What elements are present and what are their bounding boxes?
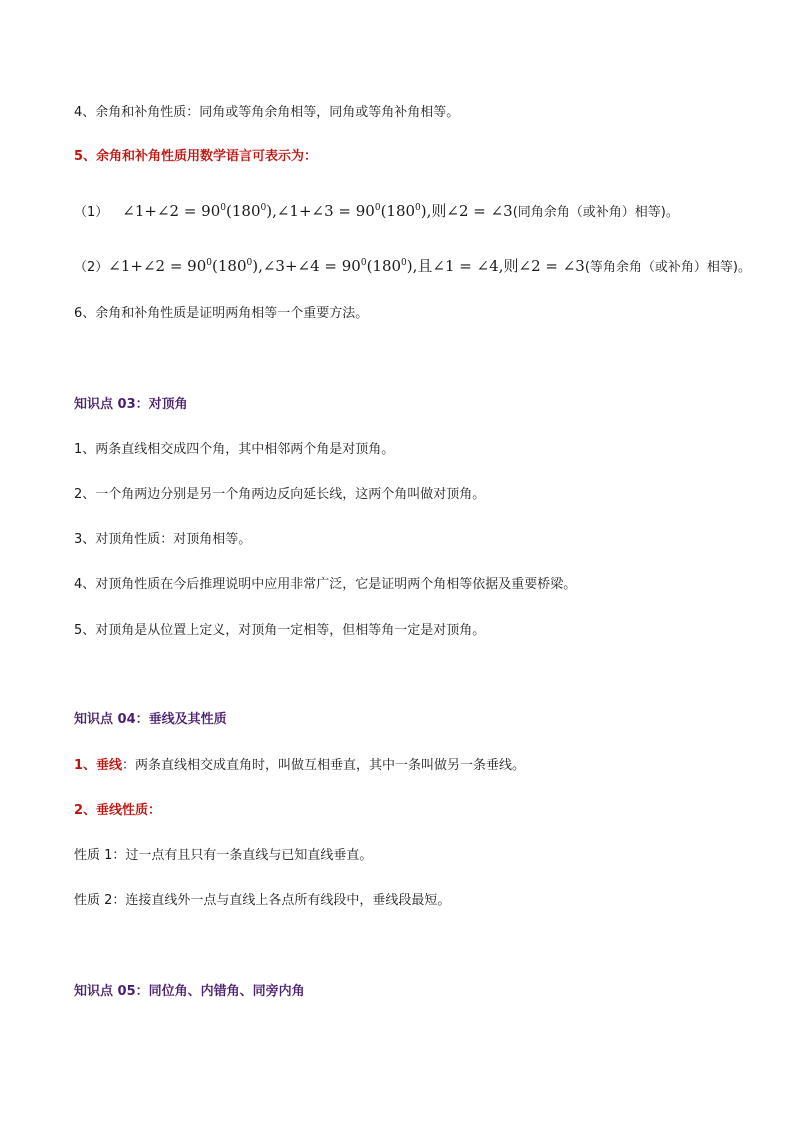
text: 1、两条直线相交成四个角，其中相邻两个角是对顶角。 [74, 442, 395, 457]
section-title-03 [74, 396, 188, 414]
formula-note: (同角余角（或补角）相等)。 [512, 205, 679, 220]
text-line [74, 441, 394, 459]
text: 5、对顶角是从位置上定义，对顶角一定相等，但相等角一定是对顶角。 [74, 623, 486, 638]
text: ：两条直线相交成直角时，叫做互相垂直，其中一条叫做另一条垂线。 [122, 758, 526, 773]
text-line [74, 847, 372, 865]
text: 6、余角和补角性质是证明两角相等一个重要方法。 [74, 306, 369, 321]
text: 4、余角和补角性质：同角或等角余角相等，同角或等角补角相等。 [74, 105, 460, 120]
text: 5、余角和补角性质用数学语言可表示为： [74, 149, 318, 164]
section-title-05 [74, 983, 305, 1001]
text: 2、垂线性质： [74, 803, 162, 818]
text-line [74, 622, 485, 640]
text-line [74, 486, 485, 504]
formula-math: ∠1+∠2 = $90^0(180^0),\angle 1+\angle 3 = 90^0(180^0)$,则∠2 = ∠3 [122, 202, 513, 220]
text-line [74, 531, 251, 549]
formula-line-2 [74, 254, 751, 277]
section-heading [74, 148, 317, 166]
text: 知识点 03：对顶角 [74, 397, 188, 412]
text-line [74, 104, 459, 122]
text: 4、对顶角性质在今后推理说明中应用非常广泛，它是证明两个角相等依据及重要桥梁。 [74, 577, 577, 592]
subheading [74, 802, 161, 820]
text: 3、对顶角性质：对顶角相等。 [74, 532, 252, 547]
text-line [74, 305, 368, 323]
text-line [74, 892, 450, 910]
formula-note: (等角余角（或补角）相等)。 [584, 260, 751, 275]
text: 性质 2：连接直线外一点与直线上各点所有线段中，垂线段最短。 [74, 893, 451, 908]
section-title-04 [74, 711, 227, 729]
text: 知识点 04：垂线及其性质 [74, 712, 227, 727]
text-line [74, 576, 576, 594]
text: 性质 1：过一点有且只有一条直线与已知直线垂直。 [74, 848, 373, 863]
formula-number: （2） [74, 260, 109, 275]
formula-math: ∠1+∠2 = $90^0(180^0),\angle 3+\angle 4 = 90^0(180^0)$,且∠1 = ∠4,则∠2 = ∠3 [108, 257, 585, 275]
text: 2、一个角两边分别是另一个角两边反向延长线，这两个角叫做对顶角。 [74, 487, 486, 502]
formula-line-1 [74, 199, 679, 222]
text: 知识点 05：同位角、内错角、同旁内角 [74, 984, 305, 999]
term-label: 1、垂线 [74, 758, 123, 773]
text-line [74, 757, 525, 775]
formula-number: （1） [74, 205, 109, 220]
